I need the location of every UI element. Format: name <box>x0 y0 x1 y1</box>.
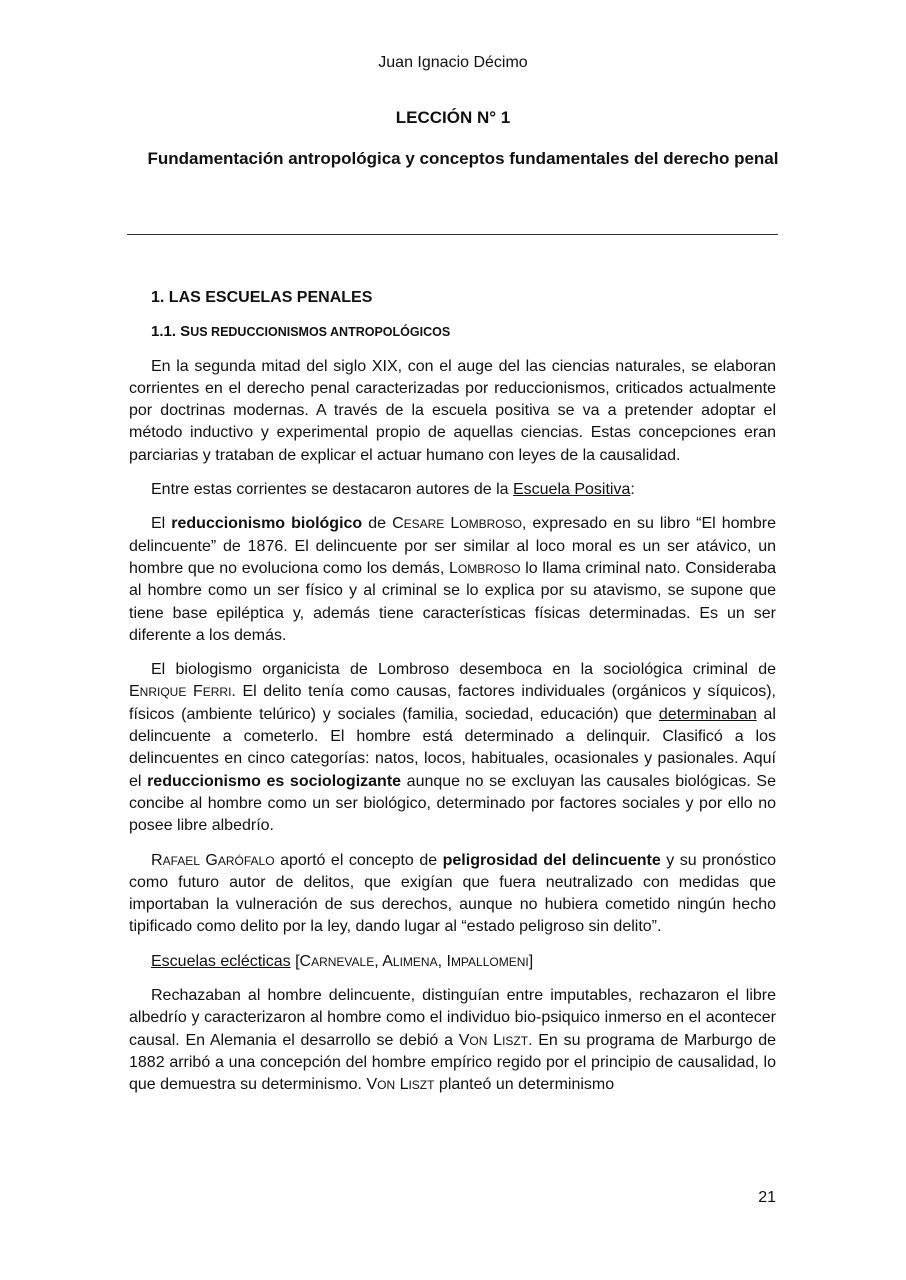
page-body <box>129 287 776 1109</box>
paragraph-3 <box>129 513 776 647</box>
p7-text-c: planteó un determinismo <box>434 1076 615 1094</box>
subsection-heading <box>129 321 776 343</box>
paragraph-2 <box>129 479 776 501</box>
escuela-positiva-link: Escuela Positiva <box>512 481 631 499</box>
author-name-cesare-lombroso: CESARE LOMBROSO <box>392 515 522 533</box>
paragraph-5 <box>129 850 776 939</box>
p2-text-a: Entre estas corrientes se destacaron autores de la <box>151 481 513 499</box>
paragraph-1: En la segunda mitad del siglo XIX, con el auge del las ciencias naturales, se elaboran corrientes en el derecho penal caracterizadas por reduccionismos, criticados actualmente por doctrinas modernas. A través de la escuela positiva se va a pretender adoptar el método inductivo y experimental propio de aquellas ciencias. Estas concepciones eran parciarias y trataban de explicar el actuar humano con leyes de la causalidad. <box>129 357 776 464</box>
p7-text-a: Rechazaban al hombre delincuente, distinguían entre imputables, rechazaron el libre albedrío y caracterizaron al hombre como el individuo bio-psiquico inmerso en el acontecer causal. En Alemania el desarrollo se debió a <box>129 987 776 1049</box>
p3-bold-term: reduccionismo biológico <box>171 515 363 533</box>
p4-text-c: al delincuente a cometerlo. El hombre está determinado a delinquir. Clasificó a los delincuentes en cinco categorías: natos, locos, habituales, ocasionales y pasionales. Aquí el <box>129 705 776 790</box>
p4-text-a: El biologismo organicista de Lombroso desemboca en la sociológica criminal de <box>151 661 776 679</box>
author-name-carnevale: CARNEVALE <box>299 952 375 970</box>
p4-text-b: . El delito tenía como causas, factores individuales (orgánicos y síquicos), físicos (ambiente telúrico) y sociales (familia, sociedad, educación) que <box>129 683 777 723</box>
p3-text-a: El <box>151 515 172 533</box>
paragraph-4 <box>129 659 776 837</box>
p3-text-b: de <box>362 515 393 533</box>
section-heading: 1. LAS ESCUELAS PENALES <box>151 289 373 306</box>
page-number: 21 <box>758 1189 776 1206</box>
p4-bold-term: reduccionismo es sociologizante <box>147 772 402 790</box>
author-name-alimena: ALIMENA <box>382 952 438 970</box>
p4-text-d: aunque no se excluyan las causales biológicas. Se concibe al hombre como un ser biológico, determinado por factores sociales y por ello no posee libre albedrío. <box>129 772 776 835</box>
author-name-lombroso: LOMBROSO <box>448 559 521 577</box>
p5-bold-term: peligrosidad del delincuente <box>442 851 661 869</box>
p3-text-c: , expresado en su libro “El hombre delincuente” de 1876. El delincuente por ser similar al loco moral es un ser atávico, un hombre que no evoluciona como los demás, <box>129 515 777 577</box>
p5-text-a: aportó el concepto de <box>274 851 443 869</box>
p2-text-b: : <box>630 481 635 499</box>
title-divider <box>127 234 778 235</box>
author-name-von-liszt-2: VON LISZT <box>366 1076 435 1094</box>
author-name-rafael-garofalo: RAFAEL GARÓFALO <box>151 851 275 869</box>
subsection-heading-number: 1.1. S <box>151 323 191 341</box>
paragraph-6: Escuelas eclécticas [CARNEVALE, ALIMENA, IMPALLOMENI] <box>151 952 534 970</box>
author-name-impallomeni: IMPALLOMENI <box>446 952 529 970</box>
author-name-enrique-ferri: ENRIQUE FERRI <box>129 683 232 701</box>
p4-underlined-term: determinaban <box>658 705 757 723</box>
escuelas-eclecticas-link: Escuelas eclécticas <box>151 952 291 970</box>
subsection-heading-text: US REDUCCIONISMOS ANTROPOLÓGICOS <box>190 325 451 340</box>
author-name-von-liszt-1: VON LISZT <box>458 1031 529 1049</box>
p7-text-b: . En su programa de Marburgo de 1882 arribó a una concepción del hombre empírico regido por el principio de causalidad, lo que demuestra su determinismo. <box>129 1031 777 1094</box>
lesson-title: Fundamentación antropológica y conceptos fundamentales del derecho penal <box>147 149 779 168</box>
paragraph-7 <box>129 985 776 1096</box>
p3-text-d: lo llama criminal nato. Consideraba al hombre como un ser físico y al criminal se lo explica por su atavismo, se supone que tiene base epiléptica y, además tiene características físicas determinadas. Es un ser diferente a los demás. <box>129 559 777 644</box>
running-header-author: Juan Ignacio Décimo <box>378 54 528 71</box>
p5-text-b: y su pronóstico como futuro autor de delitos, que exigían que fuera neutralizado con medidas que importaban la vulneración de sus derechos, aunque no hubiera cometido ningún hecho tipificado como delito por la ley, dando lugar al “estado peligroso sin delito”. <box>129 851 777 936</box>
lesson-number: LECCIÓN N° 1 <box>395 108 511 127</box>
